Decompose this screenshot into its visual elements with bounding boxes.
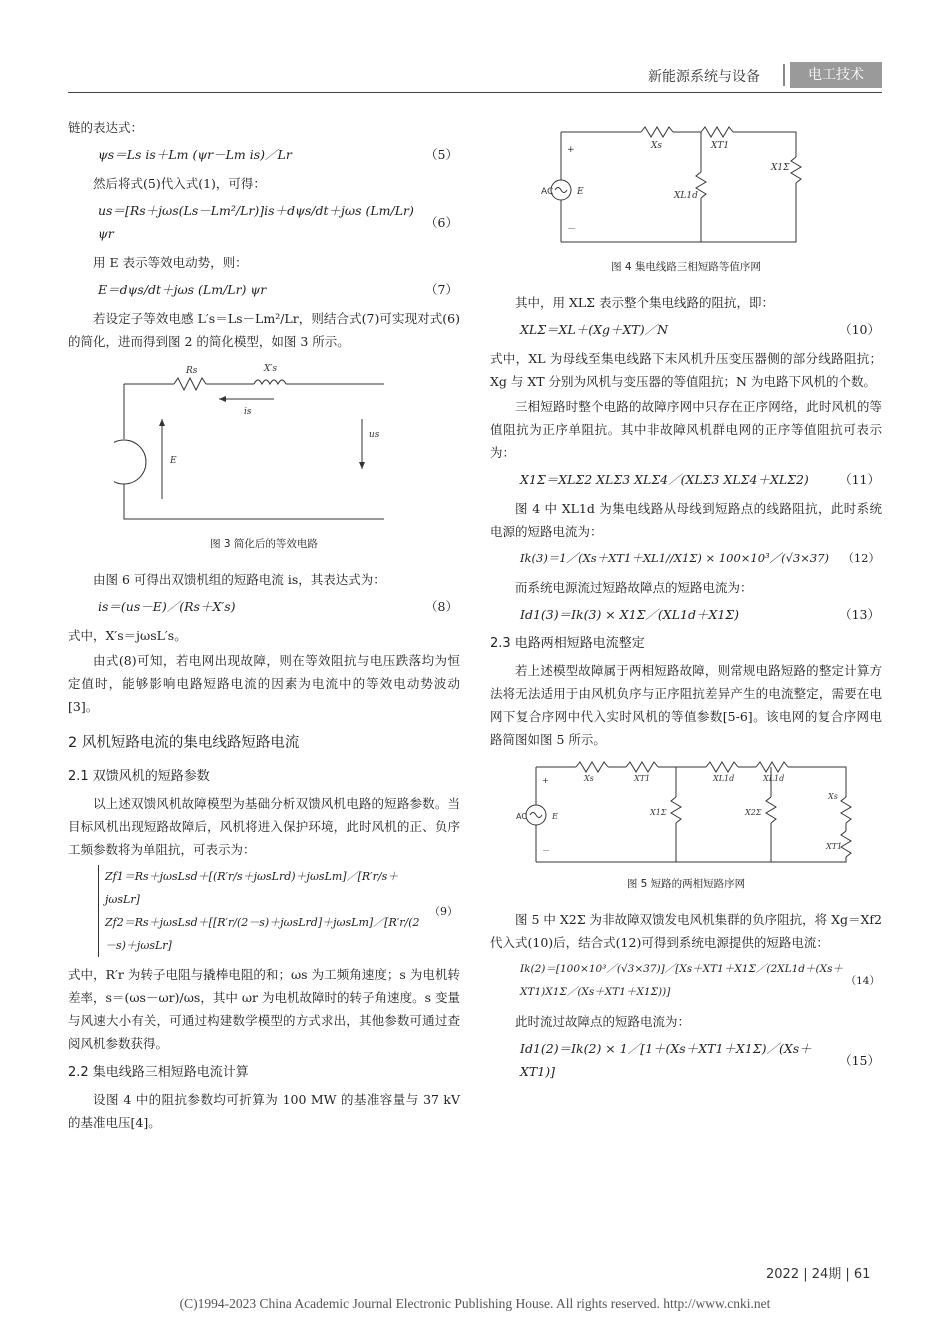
equation-body: us＝[Rs＋jωs(Ls－Lm²/Lr)]is＋dψs/dt＋jωs (Lm/Lr) ψr [98,203,414,241]
equation-body: Zf2＝Rs＋jωsLsd＋[[R′r/(2－s)＋jωsLrd]＋jωsLm]／[R′r/(2－s)＋jωsLr] [105,916,420,952]
figure-4-caption: 图 4 集电线路三相短路等值序网 [611,261,761,273]
paragraph: 用 E 表示等效电动势，则： [93,255,248,270]
equation-number: （9） [429,904,458,918]
figure-5-circuit [516,757,856,869]
label-ac: AC [516,812,527,821]
subsection-heading: 2.2 集电线路三相短路电流计算 [68,1065,249,1080]
equation-body: ψs＝Ls is＋Lm (ψr－Lm is)／Lr [98,147,292,162]
label-x1s: X1Σ [650,808,667,817]
label-xl1d: XL1d [674,191,698,201]
label-e: E [552,812,558,821]
page-number: 2022 | 24期 | 61 [766,1267,871,1282]
label-x1s: X1Σ [771,163,790,173]
journal-name: 新能源系统与设备 [648,69,760,85]
section-badge: 电工技术 [790,62,882,88]
label-is: is [244,407,252,417]
equation-number: （14） [845,974,880,987]
subsection-heading: 2.1 双馈风机的短路参数 [68,769,210,784]
equation-number: （7） [425,282,458,297]
paragraph: 若设定子等效电感 L′s＝Ls－Lm²/Lr，则结合式(7)可实现对式(6)的简化，进而得到图 2 的简化模型，如图 3 所示。 [68,311,460,349]
equation-body: Ik(2)＝[100×10³／(√3×37)]／[Xs＋XT1＋X1Σ／(2XL1d＋(Xs＋XT1)X1Σ／(Xs＋XT1＋X1Σ))] [520,963,843,998]
equation-number: （15） [839,1052,880,1068]
equation-body: X1Σ＝XLΣ2 XLΣ3 XLΣ4／(XLΣ3 XLΣ4＋XLΣ2) [520,472,809,487]
equation-body: E＝dψs/dt＋jωs (Lm/Lr) ψr [98,282,267,297]
left-column [68,116,460,1136]
label-plus: + [542,776,549,785]
equation-number: （10） [839,322,880,337]
header-separator [783,64,785,86]
equation-15 [490,1037,882,1083]
equation-number: （5） [425,147,458,162]
label-xt1: XT1 [711,141,730,151]
figure-3-caption: 图 3 简化后的等效电路 [210,538,318,550]
label-xs: Xs [651,141,663,151]
paragraph: 由式(8)可知，若电网出现故障，则在等效阻抗与电压跌落均为恒定值时，能够影响电路短路电流的因素为电流中的等效电动势波动[3]。 [68,653,460,714]
equation-body: Ik(3)＝1／(Xs＋XT1＋XL1//X1Σ) × 100×10³／(√3×37) [520,551,830,565]
label-minus: － [542,846,550,855]
subsection-heading: 2.3 电路两相短路电流整定 [490,636,645,651]
equation-body: is＝(us－E)／(Rs＋X′s) [98,599,236,614]
label-rs: Rs [186,366,198,376]
equation-14 [490,958,882,1004]
equation-8 [68,595,460,618]
section-heading: 2 风机短路电流的集电线路短路电流 [68,735,300,751]
label-e: E [170,456,177,466]
label-xs-right: Xs [828,792,838,801]
paragraph: 此时流过故障点的短路电流为： [515,1014,691,1029]
paragraph: 由图 6 可得出双馈机组的短路电流 is，其表达式为： [93,572,386,587]
paragraph: 式中，R′r 为转子电阻与撬棒电阻的和；ωs 为工频角速度；s 为电机转差率，s＝(ωs－ωr)/ωs，其中 ωr 为电机故障时的转子角速度。s 变量与风速大小有关，可通过构建数学模型的方式求出，其他参数可通过查阅风机参数获得。 [68,967,460,1051]
right-column [490,116,882,1089]
paragraph: 式中，X′s＝jωsL′s。 [68,628,187,643]
paragraph: 其中，用 XLΣ 表示整个集电线路的阻抗，即： [515,295,774,310]
figure-5-caption: 图 5 短路的两相短路序网 [626,878,746,890]
paragraph: 设图 4 中的阻抗参数均可折算为 100 MW 的基准容量与 37 kV 的基准电压[4]。 [68,1092,460,1130]
paragraph: 链的表达式： [68,120,144,135]
equation-11 [490,468,882,491]
label-e: E [577,187,584,197]
paragraph: 而系统电源流过短路故障点的短路电流为： [515,580,753,595]
label-xs: X′s [264,364,278,374]
label-ac: AC [541,187,554,197]
equation-body: Zf1＝Rs＋jωsLsd＋[(R′r/s＋jωsLrd)＋jωsLm]／[R′r/s＋jωsLr] [105,870,399,906]
header-rule [68,92,882,93]
equation-5 [68,143,460,166]
equation-number: （12） [842,551,880,565]
paragraph: 三相短路时整个电路的故障序网中只存在正序网络，此时风机的等值阻抗为正序单阻抗。其中非故障风机群电网的正序等值阻抗可表示为： [490,399,882,460]
label-xl1d: XL1d [713,774,735,783]
equation-10 [490,318,882,341]
equation-body: Id1(3)＝Ik(3) × X1Σ／(XL1d＋X1Σ) [520,607,740,622]
figure-4-circuit [541,122,831,252]
label-x2s: X2Σ [745,808,762,817]
equation-7 [68,278,460,301]
copyright-line: (C)1994-2023 China Academic Journal Electronic Publishing House. All rights reserved. http://www.cnki.net [179,1296,771,1311]
equation-body: XLΣ＝XL＋(Xg＋XT)／N [520,322,669,337]
equation-6 [68,199,460,245]
equation-number: （11） [839,472,880,487]
label-xl1d: XL1d [763,774,785,783]
label-minus: － [567,225,577,235]
equation-13 [490,603,882,626]
label-us: us [369,430,380,440]
label-plus: + [567,145,575,155]
equation-body: Id1(2)＝Ik(2) × 1／[1＋(Xs＋XT1＋X1Σ)／(Xs＋XT1)] [520,1041,812,1079]
paragraph: 图 4 中 XL1d 为集电线路从母线到短路点的线路阻抗，此时系统电源的短路电流为： [490,501,882,539]
equation-number: （8） [425,599,458,614]
paragraph: 若上述模型故障属于两相短路故障，则常规电路短路的整定计算方法将无法适用于由风机负序与正序阻抗差异产生的电流整定，需要在电网下复合序网中代入实时风机的等值参数[5-6]。该电网的复合序网电路简图如图 5 所示。 [490,663,882,747]
label-xt1-right: XT1 [826,842,843,851]
paragraph: 式中，XL 为母线至集电线路下末风机升压变压器侧的部分线路阻抗；Xg 与 XT 分别为风机与变压器的等值阻抗；N 为电路下风机的个数。 [490,351,882,389]
paragraph: 图 5 中 X2Σ 为非故障双馈发电风机集群的负序阻抗，将 Xg＝Xf2 代入式(10)后，结合式(12)可得到系统电源提供的短路电流： [490,912,882,950]
paragraph: 以上述双馈风机故障模型为基础分析双馈风机电路的短路参数。当目标风机出现短路故障后，风机将进入保护环境，此时风机的正、负序工频参数将为单阻抗，可表示为： [68,796,460,857]
equation-number: （6） [425,214,458,230]
equation-number: （13） [839,607,880,622]
figure-3-circuit [114,359,414,529]
equation-9 [68,865,460,957]
paragraph: 然后将式(5)代入式(1)，可得： [93,176,266,191]
label-xt1: XT1 [634,774,651,783]
equation-12 [490,547,882,570]
label-xs: Xs [584,774,594,783]
